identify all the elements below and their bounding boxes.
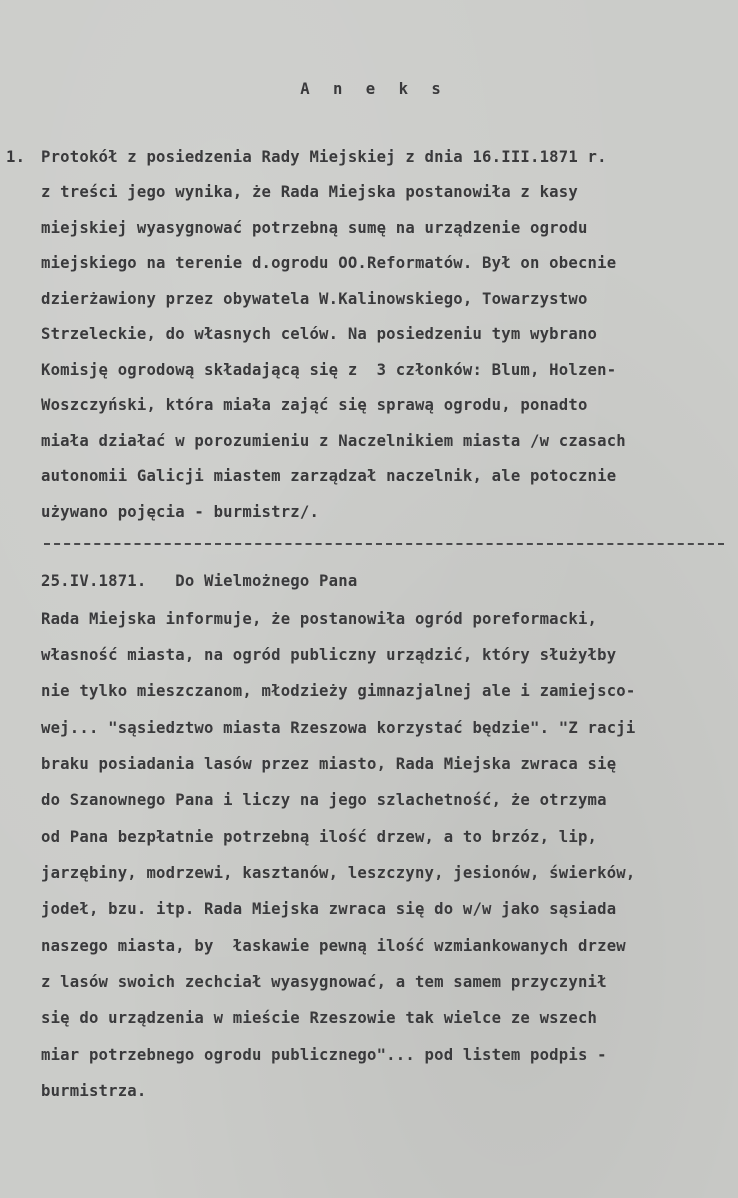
text-line: się do urządzenia w mieście Rzeszowie tak wielce ze wszech (41, 1009, 598, 1027)
text-line: do Szanownego Pana i liczy na jego szlachetność, że otrzyma (41, 791, 607, 809)
text-line: naszego miasta, by łaskawie pewną ilość wzmiankowanych drzew (41, 937, 626, 955)
text-line: miar potrzebnego ogrodu publicznego"... pod listem podpis - (41, 1046, 607, 1064)
text-line: miejskiego na terenie d.ogrodu OO.Reformatów. Był on obecnie (41, 254, 617, 272)
text-line: własność miasta, na ogród publiczny urządzić, który służyłby (41, 646, 617, 664)
text-line: braku posiadania lasów przez miasto, Rada Miejska zwraca się (41, 755, 617, 773)
text-line: burmistrza. (41, 1082, 147, 1100)
text-line: jodeł, bzu. itp. Rada Miejska zwraca się do w/w jako sąsiada (41, 900, 617, 918)
text-line: Rada Miejska informuje, że postanowiła ogród poreformacki, (41, 610, 598, 628)
letter-header: 25.IV.1871. Do Wielmożnego Pana (41, 572, 358, 590)
text-line: z lasów swoich zechciał wyasygnować, a tem samem przyczynił (41, 973, 607, 991)
text-line: Protokół z posiedzenia Rady Miejskiej z dnia 16.III.1871 r. (41, 148, 607, 166)
text-line: z treści jego wynika, że Rada Miejska postanowiła z kasy (41, 183, 578, 201)
item-number: 1. (6, 148, 26, 166)
text-line: dzierżawiony przez obywatela W.Kalinowskiego, Towarzystwo (41, 290, 588, 308)
text-line: miejskiej wyasygnować potrzebną sumę na urządzenie ogrodu (41, 219, 588, 237)
text-line: wej... "sąsiedztwo miasta Rzeszowa korzystać będzie". "Z racji (41, 719, 636, 737)
text-line: Woszczyński, która miała zająć się sprawą ogrodu, ponadto (41, 396, 588, 414)
text-line: Strzeleckie, do własnych celów. Na posiedzeniu tym wybrano (41, 325, 598, 343)
text-line: autonomii Galicji miastem zarządzał naczelnik, ale potocznie (41, 467, 617, 485)
text-line: używano pojęcia - burmistrz/. (41, 503, 320, 521)
text-line: Komisję ogrodową składającą się z 3 członków: Blum, Holzen- (41, 361, 617, 379)
dashed-divider (44, 543, 724, 545)
text-line: jarzębiny, modrzewi, kasztanów, leszczyny, jesionów, świerków, (41, 864, 636, 882)
text-line: nie tylko mieszczanom, młodzieży gimnazjalnej ale i zamiejsco- (41, 682, 636, 700)
text-line: od Pana bezpłatnie potrzebną ilość drzew, a to brzóz, lip, (41, 828, 598, 846)
text-line: miała działać w porozumieniu z Naczelnikiem miasta /w czasach (41, 432, 626, 450)
page-title: A n e k s (300, 80, 448, 98)
